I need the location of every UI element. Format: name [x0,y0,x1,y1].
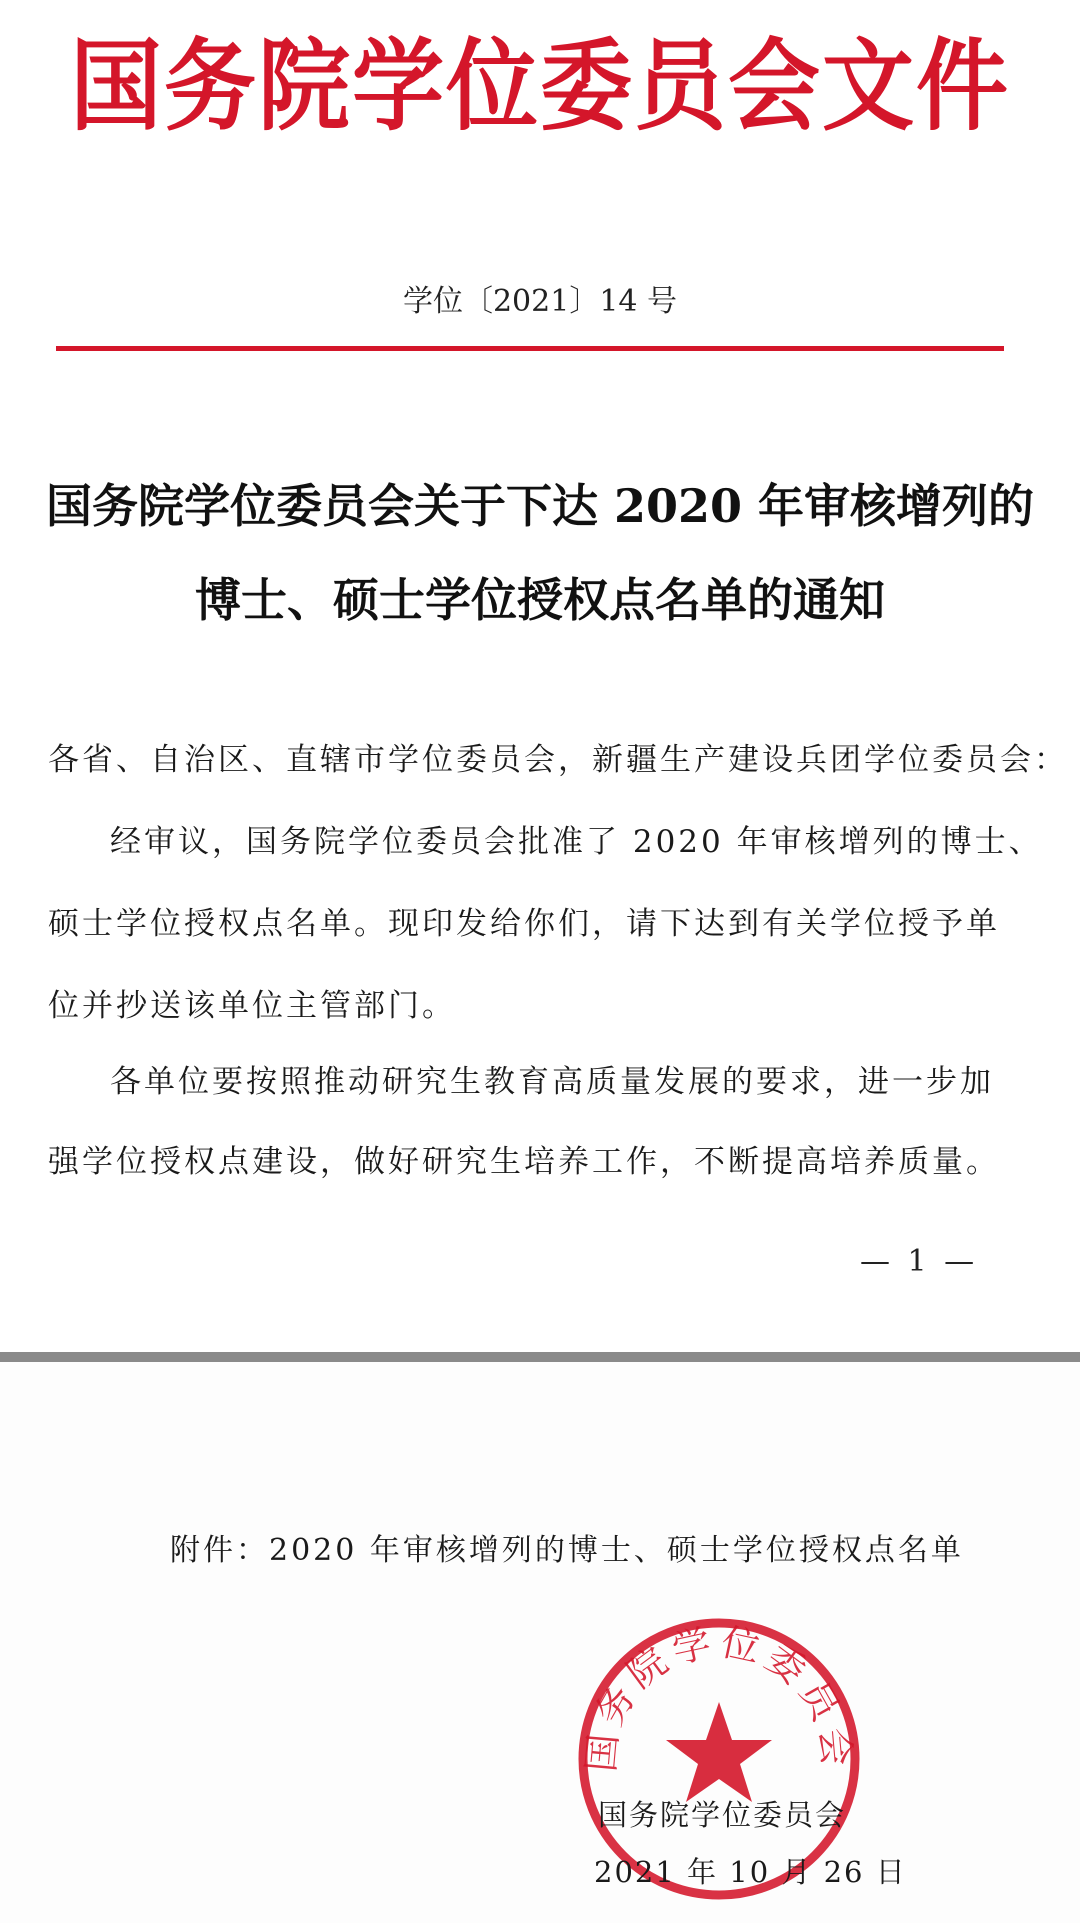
notice-title-line-2: 博士、硕士学位授权点名单的通知 [195,573,885,627]
page-separator [0,1352,1080,1362]
body-paragraph-2-line-1: 各单位要按照推动研究生教育高质量发展的要求，进一步加 [110,1064,994,1100]
body-paragraph-1-line-2: 硕士学位授权点名单。现印发给你们，请下达到有关学位授予单 [48,906,1000,942]
seal-star-icon [666,1702,772,1802]
body-paragraph-2-line-2: 强学位授权点建设，做好研究生培养工作，不断提高培养质量。 [48,1144,1000,1180]
attachment-line: 附件：2020 年审核增列的博士、硕士学位授权点名单 [170,1533,964,1568]
body-paragraph-1-line-3: 位并抄送该单位主管部门。 [48,988,456,1024]
notice-title-line-1: 国务院学位委员会关于下达 2020 年审核增列的 [45,479,1035,533]
document-page-2 [0,1362,1080,1923]
page-number: — 1 — [860,1244,979,1279]
red-divider-rule [56,346,1004,351]
salutation-line: 各省、自治区、直辖市学位委员会，新疆生产建设兵团学位委员会： [48,742,1068,778]
signature-issuer: 国务院学位委员会 [598,1798,847,1832]
body-paragraph-1-line-1: 经审议，国务院学位委员会批准了 2020 年审核增列的博士、 [110,824,1043,860]
signature-date: 2021 年 10 月 26 日 [594,1855,907,1889]
seal-text: 国务院学位委员会 [578,1619,860,1774]
document-header-title: 国务院学位委员会文件 [69,28,1010,145]
document-number: 学位〔2021〕14 号 [402,284,678,319]
